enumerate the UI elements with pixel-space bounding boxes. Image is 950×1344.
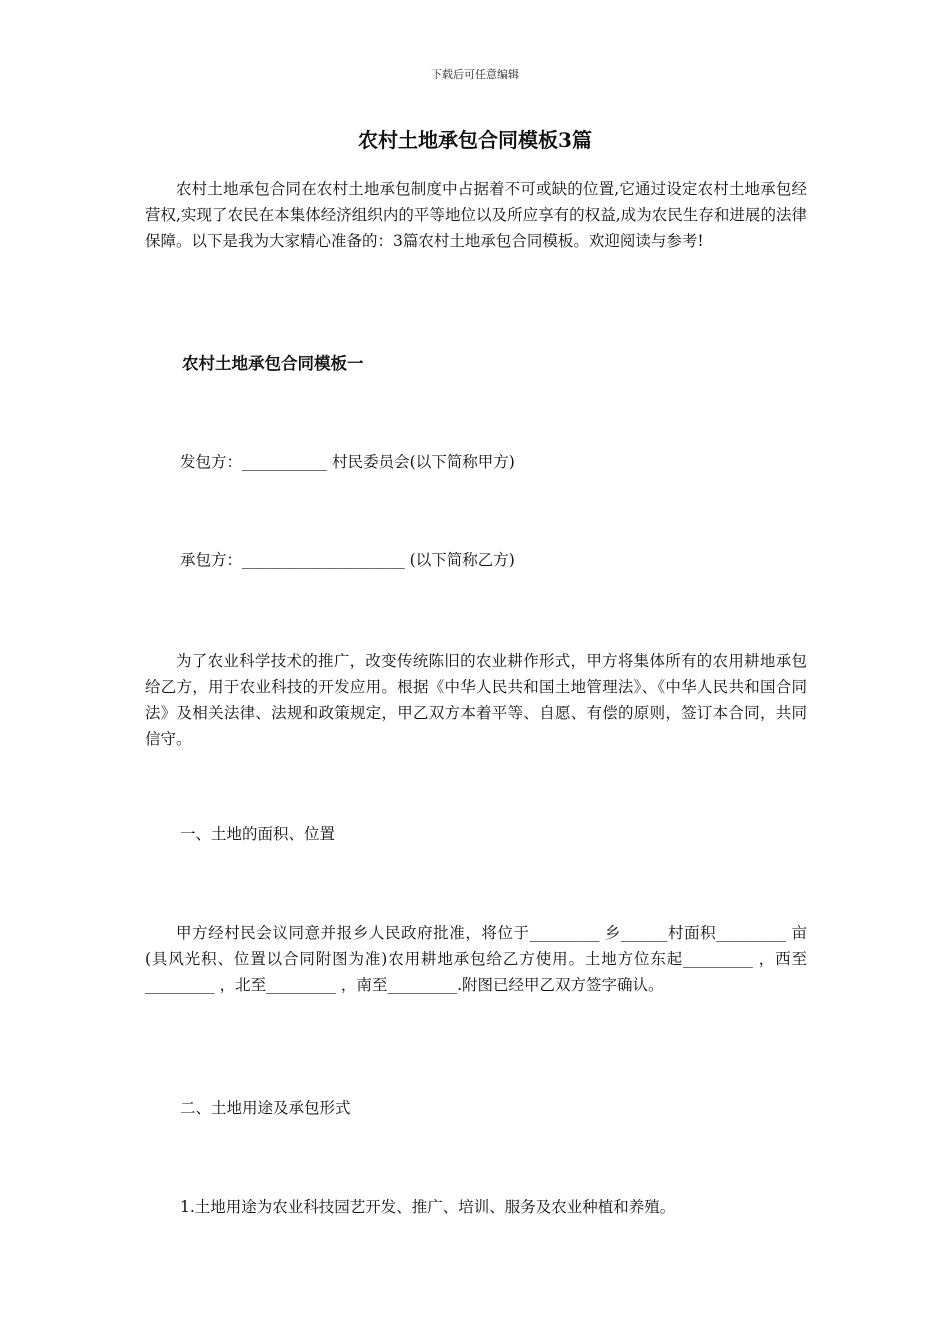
issuer-line: 发包方：___________ 村民委员会(以下简称甲方)	[180, 453, 515, 471]
document-title: 农村土地承包合同模板3篇	[358, 128, 592, 152]
clause-one-heading: 一、土地的面积、位置	[180, 825, 336, 843]
intro-paragraph: 农村土地承包合同在农村土地承包制度中占据着不可或缺的位置,它通过设定农村土地承包经营权,实现了农民在本集体经济组织内的平等地位以及所应享有的权益,成为农民生存和进展的法律保障。以下是我为大家精心准备的：3篇农村土地承包合同模板。欢迎阅读与参考!	[145, 180, 807, 250]
header-note: 下载后可任意编辑	[431, 68, 519, 81]
purpose-paragraph: 为了农业科学技术的推广，改变传统陈旧的农业耕作形式，甲方将集体所有的农用耕地承包给乙方，用于农业科技的开发应用。根据《中华人民共和国土地管理法》、《中华人民共和国合同法》及相关法律、法规和政策规定，甲乙双方本着平等、自愿、有偿的原则，签订本合同，共同信守。	[145, 652, 807, 748]
clause-two-heading: 二、土地用途及承包形式	[180, 1099, 351, 1117]
clause-one-paragraph: 甲方经村民会议同意并报乡人民政府批准，将位于_________ 乡______村面积_________ 亩(具风光积、位置以合同附图为准)农用耕地承包给乙方使用。土地方位东起_________ ，西至_________ ，北至_________ ，南至_________.附图已经甲乙双方签字确认。	[145, 924, 807, 994]
section-heading-template-one: 农村土地承包合同模板一	[182, 354, 364, 373]
clause-two-item-one: 1.土地用途为农业科技园艺开发、推广、培训、服务及农业种植和养殖。	[180, 1198, 676, 1216]
contractor-line: 承包方：_____________________ (以下简称乙方)	[180, 551, 515, 569]
